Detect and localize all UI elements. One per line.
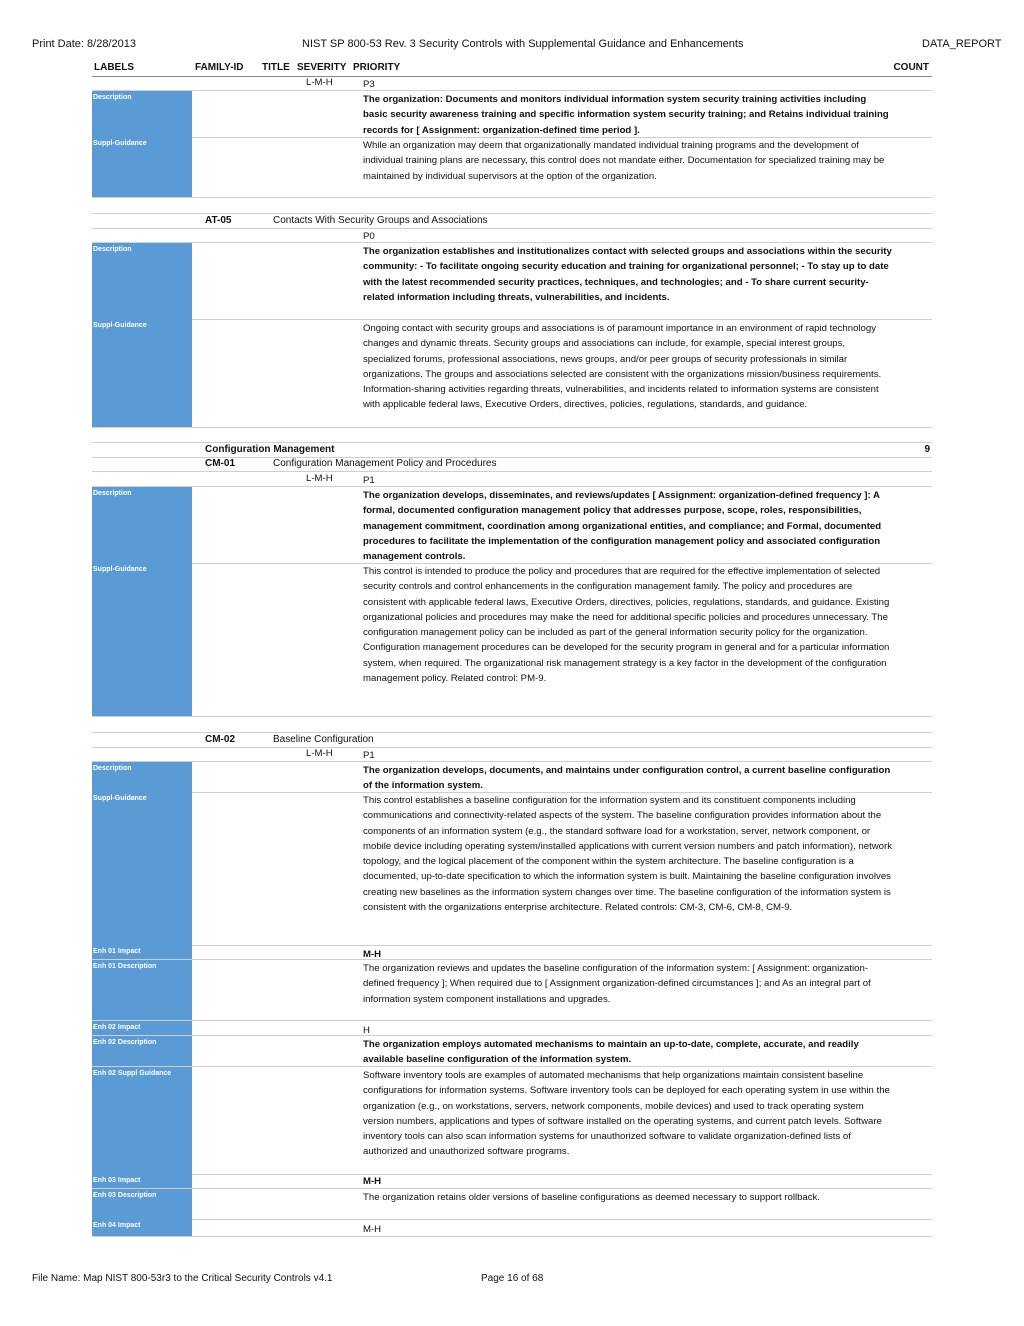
col-priority: PRIORITY <box>353 62 401 73</box>
row-label-cell <box>92 137 192 197</box>
row-label-cell <box>92 487 192 563</box>
report-type: DATA_REPORT <box>922 38 1002 50</box>
priority-value: P1 <box>363 750 375 761</box>
severity-row <box>92 747 932 762</box>
col-labels: LABELS <box>94 62 134 73</box>
family-row <box>92 442 932 458</box>
col-count: COUNT <box>893 62 929 73</box>
description-text: The organization establishes and institutionalizes contact with selected groups and associations within the security community: - To facilitate ongoing security education and training for organizational personnel; - To stay up to date with the latest recommended security practices, techniques, and technologies; and - To share current security-related information including threats, vulnerabilities, and incidents. <box>363 246 892 303</box>
description-text: The organization develops, disseminates, and reviews/updates [ Assignment: organization-defined frequency ]: A formal, documented configuration management policy that addresses purpose, scope, roles, responsibilities, management commitment, coordination among organizational entities, and compliance; and Formal, documented procedures to facilitate the implementation of the configuration management policy and associated configuration management controls. <box>363 490 882 563</box>
priority-value: P0 <box>363 231 375 242</box>
guidance-text: While an organization may deem that organizationally mandated individual training programs and the development of individual training plans are necessary, this control does not mandate either. Documentation for specialized training may be maintained by individual supervisors at the option of the organization. <box>363 140 885 182</box>
guidance-text: This control establishes a baseline configuration for the information system and its constituent components including communications and connectivity-related aspects of the system. The baseline configuration provides information about the components of an information system (e.g., the standard software load for a workstation, server, network component, or mobile device including operating system/installed applications with current version numbers and patch information), network topology, and the logical placement of the component within the system architecture. The baseline configuration is a documented, up-to-date specification to which the information system is built. Maintaining the baseline configuration involves creating new baselines as the information system changes over time. The baseline configuration of the information system is consistent with the organizations enterprise architecture. Related controls: CM-3, CM-6, CM-8, CM-9. <box>363 795 892 914</box>
row-label: Enh 02 Impact <box>93 1024 141 1031</box>
enhancement-text: Software inventory tools are examples of automated mechanisms that help organizations maintain consistent baseline configurations for information systems. Software inventory tools can be deployed for each operating system in use within the organization (e.g., on workstations, servers, network components, mobile devices) and used to track operating system version numbers, applications and types of software installed on the operating systems, and current patch levels. Software inventory tools can also scan information systems for unauthorized software to validate organization-defined lists of authorized and unauthorized software programs. <box>363 1070 890 1158</box>
control-row <box>92 732 932 748</box>
row-label-cell <box>92 1036 192 1066</box>
family-id: CM-01 <box>205 458 236 469</box>
row-label: Description <box>93 94 132 101</box>
description-row <box>92 762 932 793</box>
guidance-row <box>92 319 932 428</box>
row-label: Enh 04 Impact <box>93 1222 141 1229</box>
severity-value: L-M-H <box>306 748 333 759</box>
row-label: Suppl-Guidance <box>93 795 147 802</box>
row-label-cell <box>92 792 192 945</box>
row-label-cell <box>92 762 192 792</box>
enhancement-impact-row <box>92 1174 932 1189</box>
priority-value: P1 <box>363 475 375 486</box>
family-id: CM-02 <box>205 734 236 745</box>
footer-page-number: Page 16 of 68 <box>481 1273 544 1284</box>
control-title: Contacts With Security Groups and Associations <box>273 215 488 226</box>
col-severity: SEVERITY <box>297 62 347 73</box>
row-label: Description <box>93 490 132 497</box>
family-count: 9 <box>924 444 930 455</box>
row-label: Description <box>93 246 132 253</box>
guidance-row <box>92 792 932 946</box>
row-label-cell <box>92 91 192 137</box>
description-text: The organization develops, documents, and maintains under configuration control, a current baseline configuration of the information system. <box>363 765 891 792</box>
enhancement-description-row <box>92 960 932 1021</box>
control-title: Baseline Configuration <box>273 734 374 745</box>
print-date: Print Date: 8/28/2013 <box>32 38 136 50</box>
row-label-cell <box>92 243 192 319</box>
row-label-cell <box>92 945 192 959</box>
guidance-row <box>92 137 932 198</box>
enhancement-impact-row <box>92 1021 932 1036</box>
row-label: Suppl-Guidance <box>93 566 147 573</box>
guidance-row <box>92 563 932 717</box>
row-label: Enh 01 Description <box>93 963 157 970</box>
description-row <box>92 243 932 320</box>
row-label-cell <box>92 1067 192 1174</box>
impact-value: M-H <box>363 1176 382 1187</box>
description-row <box>92 487 932 564</box>
col-title: TITLE <box>262 62 290 73</box>
col-family-id: FAMILY-ID <box>195 62 244 73</box>
enhancement-text: The organization reviews and updates the baseline configuration of the information system: [ Assignment: organization-defined frequency ]; When required due to [ Assignment organization-defined circumstances ]; and As an integral part of information system component installations and upgrades. <box>363 963 871 1005</box>
enhancement-impact-row <box>92 1219 932 1237</box>
severity-row <box>92 76 932 91</box>
description-text: The organization: Documents and monitors individual information system security training activities including basic security awareness training and specific information system security training; and Retains individual training records for [ Assignment: organization-defined time period ]. <box>363 94 889 136</box>
description-row <box>92 91 932 138</box>
row-label: Description <box>93 765 132 772</box>
row-label-cell <box>92 1189 192 1219</box>
guidance-text: Ongoing contact with security groups and associations is of paramount importance in an environment of rapid technology changes and dynamic threats. Security groups and associations can include, for example, special interest groups, specialized forums, professional associations, news groups, and/or peer groups of security professionals in similar organizations. The groups and associations selected are consistent with the organizations mission/business requirements. Information-sharing activities regarding threats, vulnerabilities, and incidents related to information systems are consistent with applicable federal laws, Executive Orders, directives, policies, regulations, standards, and guidance. <box>363 323 882 411</box>
row-label: Enh 02 Description <box>93 1039 157 1046</box>
control-row <box>92 457 932 472</box>
priority-value: P3 <box>363 79 375 90</box>
row-label: Enh 03 Description <box>93 1192 157 1199</box>
control-title: Configuration Management Policy and Procedures <box>273 458 497 469</box>
severity-row <box>92 472 932 487</box>
control-row <box>92 213 932 229</box>
enhancement-guidance-row <box>92 1067 932 1175</box>
row-label-cell <box>92 1021 192 1035</box>
enhancement-impact-row <box>92 945 932 960</box>
row-label-cell <box>92 319 192 427</box>
family-id: AT-05 <box>205 215 232 226</box>
severity-row <box>92 228 932 243</box>
column-header-row <box>92 62 932 77</box>
enhancement-description-row <box>92 1189 932 1220</box>
row-label: Suppl-Guidance <box>93 322 147 329</box>
row-label-cell <box>92 960 192 1020</box>
impact-value: M-H <box>363 949 382 960</box>
row-label-cell <box>92 1219 192 1236</box>
severity-value: L-M-H <box>306 77 333 88</box>
row-label-cell <box>92 1174 192 1188</box>
row-label: Enh 02 Suppl Guidance <box>93 1070 172 1077</box>
impact-value: M-H <box>363 1224 382 1235</box>
enhancement-text: The organization employs automated mechanisms to maintain an up-to-date, complete, accurate, and readily available baseline configuration of the information system. <box>363 1039 859 1066</box>
enhancement-description-row <box>92 1036 932 1067</box>
footer-file-name: File Name: Map NIST 800-53r3 to the Critical Security Controls v4.1 <box>32 1273 333 1284</box>
row-label: Enh 01 Impact <box>93 948 141 955</box>
report-title: NIST SP 800-53 Rev. 3 Security Controls with Supplemental Guidance and Enhancements <box>302 38 744 50</box>
guidance-text: This control is intended to produce the policy and procedures that are required for the effective implementation of selected security controls and control enhancements in the configuration management family. The policy and procedures are consistent with applicable federal laws, Executive Orders, directives, policies, regulations, standards, and guidance. Existing organizational policies and procedures may make the need for additional specific policies and procedures unnecessary. The configuration management policy can be included as part of the general information security policy for the organization. Configuration management procedures can be developed for the security program in general and for a particular information system, when required. The organizational risk management strategy is a key factor in the development of the configuration management policy. Related control: PM-9. <box>363 566 890 685</box>
enhancement-text: The organization retains older versions of baseline configurations as deemed necessary to support rollback. <box>363 1192 821 1203</box>
severity-value: L-M-H <box>306 473 333 484</box>
row-label: Suppl-Guidance <box>93 140 147 147</box>
row-label-cell <box>92 563 192 716</box>
impact-value: H <box>363 1025 370 1036</box>
family-name: Configuration Management <box>205 444 335 455</box>
row-label: Enh 03 Impact <box>93 1177 141 1184</box>
